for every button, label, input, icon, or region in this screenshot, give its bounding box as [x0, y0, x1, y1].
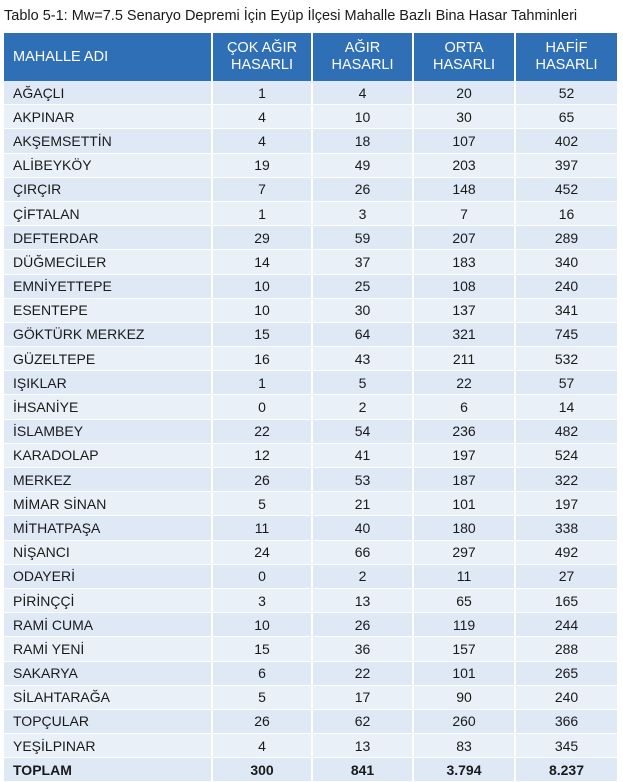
header-orta-line2: HASARLI: [432, 57, 496, 73]
cell-agir: 10: [312, 105, 413, 129]
cell-agir: 54: [312, 419, 413, 443]
header-cok-agir-line2: HASARLI: [230, 57, 294, 73]
table-row: [4, 419, 617, 443]
cell-mahalle-name: ÇİFTALAN: [4, 201, 212, 225]
cell-hafif: 27: [515, 564, 617, 588]
table-row: [4, 322, 617, 346]
cell-cok: 4: [212, 734, 312, 758]
cell-orta: 107: [413, 129, 515, 153]
cell-cok: 0: [212, 395, 312, 419]
cell-total-hafif: 8.237: [515, 758, 617, 782]
cell-total-orta: 3.794: [413, 758, 515, 782]
cell-cok: 4: [212, 129, 312, 153]
header-orta: [413, 33, 515, 81]
cell-cok: 7: [212, 177, 312, 201]
cell-mahalle-name: MİMAR SİNAN: [4, 492, 212, 516]
cell-mahalle-name: MERKEZ: [4, 468, 212, 492]
header-hafif-line2: HASARLI: [535, 57, 598, 73]
cell-cok: 15: [212, 637, 312, 661]
cell-cok: 12: [212, 443, 312, 467]
cell-agir: 2: [312, 395, 413, 419]
cell-mahalle-name: MİTHATPAŞA: [4, 516, 212, 540]
cell-agir: 25: [312, 274, 413, 298]
cell-mahalle-name: ESENTEPE: [4, 298, 212, 322]
cell-orta: 183: [413, 250, 515, 274]
cell-hafif: 16: [515, 201, 617, 225]
cell-cok: 0: [212, 564, 312, 588]
cell-cok: 1: [212, 201, 312, 225]
cell-mahalle-name: SAKARYA: [4, 661, 212, 685]
table-row: [4, 298, 617, 322]
cell-cok: 10: [212, 298, 312, 322]
cell-hafif: 524: [515, 443, 617, 467]
cell-hafif: 265: [515, 661, 617, 685]
cell-mahalle-name: GÜZELTEPE: [4, 347, 212, 371]
cell-cok: 26: [212, 709, 312, 733]
cell-agir: 41: [312, 443, 413, 467]
cell-orta: 197: [413, 443, 515, 467]
cell-agir: 53: [312, 468, 413, 492]
cell-mahalle-name: PİRİNÇÇİ: [4, 588, 212, 612]
cell-orta: 7: [413, 201, 515, 225]
cell-agir: 30: [312, 298, 413, 322]
table-row: [4, 81, 617, 105]
cell-cok: 15: [212, 322, 312, 346]
cell-mahalle-name: RAMİ YENİ: [4, 637, 212, 661]
cell-agir: 26: [312, 177, 413, 201]
cell-orta: 211: [413, 347, 515, 371]
cell-cok: 24: [212, 540, 312, 564]
table-row: [4, 347, 617, 371]
cell-hafif: 397: [515, 153, 617, 177]
cell-agir: 43: [312, 347, 413, 371]
cell-cok: 16: [212, 347, 312, 371]
cell-agir: 49: [312, 153, 413, 177]
cell-cok: 1: [212, 81, 312, 105]
cell-cok: 10: [212, 274, 312, 298]
header-agir: [312, 33, 413, 81]
cell-orta: 207: [413, 226, 515, 250]
table-row: [4, 153, 617, 177]
cell-orta: 157: [413, 637, 515, 661]
cell-agir: 40: [312, 516, 413, 540]
table-row: [4, 226, 617, 250]
table-row: [4, 371, 617, 395]
table-body: [4, 81, 617, 782]
cell-mahalle-name: İSLAMBEY: [4, 419, 212, 443]
cell-hafif: 57: [515, 371, 617, 395]
cell-orta: 101: [413, 492, 515, 516]
table-row: [4, 540, 617, 564]
header-agir-line1: AĞIR: [344, 40, 381, 56]
cell-agir: 66: [312, 540, 413, 564]
cell-orta: 22: [413, 371, 515, 395]
cell-total-label: TOPLAM: [4, 758, 212, 782]
cell-cok: 10: [212, 613, 312, 637]
cell-orta: 187: [413, 468, 515, 492]
cell-orta: 30: [413, 105, 515, 129]
cell-hafif: 366: [515, 709, 617, 733]
cell-total-agir: 841: [312, 758, 413, 782]
cell-orta: 119: [413, 613, 515, 637]
cell-orta: 236: [413, 419, 515, 443]
table-row: [4, 274, 617, 298]
cell-hafif: 65: [515, 105, 617, 129]
cell-mahalle-name: IŞIKLAR: [4, 371, 212, 395]
cell-orta: 137: [413, 298, 515, 322]
cell-hafif: 240: [515, 274, 617, 298]
cell-cok: 1: [212, 371, 312, 395]
cell-mahalle-name: DEFTERDAR: [4, 226, 212, 250]
cell-orta: 108: [413, 274, 515, 298]
cell-hafif: 244: [515, 613, 617, 637]
cell-orta: 297: [413, 540, 515, 564]
table-row: [4, 734, 617, 758]
cell-cok: 6: [212, 661, 312, 685]
table-row: [4, 492, 617, 516]
cell-mahalle-name: AĞAÇLI: [4, 81, 212, 105]
table-row: [4, 516, 617, 540]
table-header-row: [4, 33, 617, 81]
cell-cok: 14: [212, 250, 312, 274]
cell-hafif: 289: [515, 226, 617, 250]
cell-mahalle-name: NİŞANCI: [4, 540, 212, 564]
cell-orta: 20: [413, 81, 515, 105]
cell-orta: 260: [413, 709, 515, 733]
cell-hafif: 345: [515, 734, 617, 758]
cell-mahalle-name: AKPINAR: [4, 105, 212, 129]
table-row: [4, 613, 617, 637]
cell-cok: 5: [212, 492, 312, 516]
cell-agir: 22: [312, 661, 413, 685]
table-row: [4, 129, 617, 153]
cell-agir: 5: [312, 371, 413, 395]
cell-hafif: 492: [515, 540, 617, 564]
cell-orta: 101: [413, 661, 515, 685]
cell-orta: 148: [413, 177, 515, 201]
cell-hafif: 482: [515, 419, 617, 443]
table-row: [4, 564, 617, 588]
cell-orta: 90: [413, 685, 515, 709]
cell-hafif: 402: [515, 129, 617, 153]
cell-agir: 3: [312, 201, 413, 225]
header-mahalle: [4, 33, 212, 81]
cell-mahalle-name: ODAYERİ: [4, 564, 212, 588]
cell-hafif: 240: [515, 685, 617, 709]
cell-hafif: 452: [515, 177, 617, 201]
table-row: [4, 588, 617, 612]
cell-orta: 65: [413, 588, 515, 612]
header-orta-line1: ORTA: [444, 40, 484, 56]
cell-hafif: 288: [515, 637, 617, 661]
table-caption: Tablo 5-1: Mw=7.5 Senaryo Depremi İçin Eyüp İlçesi Mahalle Bazlı Bina Hasar Tahminleri: [4, 8, 578, 24]
cell-cok: 26: [212, 468, 312, 492]
cell-agir: 17: [312, 685, 413, 709]
cell-cok: 4: [212, 105, 312, 129]
cell-total-cok: 300: [212, 758, 312, 782]
table-row: [4, 661, 617, 685]
cell-hafif: 340: [515, 250, 617, 274]
table-row: [4, 250, 617, 274]
header-hafif: [515, 33, 617, 81]
cell-agir: 62: [312, 709, 413, 733]
table-row: [4, 201, 617, 225]
cell-agir: 4: [312, 81, 413, 105]
cell-hafif: 532: [515, 347, 617, 371]
damage-table-container: [4, 33, 617, 782]
cell-agir: 13: [312, 734, 413, 758]
cell-orta: 11: [413, 564, 515, 588]
cell-mahalle-name: DÜĞMECİLER: [4, 250, 212, 274]
header-agir-line2: HASARLI: [331, 57, 394, 73]
cell-cok: 5: [212, 685, 312, 709]
cell-orta: 203: [413, 153, 515, 177]
cell-mahalle-name: RAMİ CUMA: [4, 613, 212, 637]
cell-orta: 6: [413, 395, 515, 419]
cell-cok: 11: [212, 516, 312, 540]
cell-mahalle-name: GÖKTÜRK MERKEZ: [4, 322, 212, 346]
cell-hafif: 52: [515, 81, 617, 105]
header-cok-agir: [212, 33, 312, 81]
cell-mahalle-name: SİLAHTARAĞA: [4, 685, 212, 709]
cell-cok: 22: [212, 419, 312, 443]
table-row: [4, 395, 617, 419]
table-row: [4, 685, 617, 709]
cell-hafif: 165: [515, 588, 617, 612]
cell-cok: 29: [212, 226, 312, 250]
cell-mahalle-name: KARADOLAP: [4, 443, 212, 467]
cell-agir: 2: [312, 564, 413, 588]
cell-agir: 18: [312, 129, 413, 153]
cell-hafif: 197: [515, 492, 617, 516]
damage-estimate-table: [4, 33, 617, 782]
table-row: [4, 468, 617, 492]
cell-mahalle-name: İHSANİYE: [4, 395, 212, 419]
cell-agir: 59: [312, 226, 413, 250]
cell-cok: 19: [212, 153, 312, 177]
cell-hafif: 341: [515, 298, 617, 322]
cell-hafif: 338: [515, 516, 617, 540]
header-mahalle-label: MAHALLE ADI: [13, 48, 109, 65]
table-total-row: [4, 758, 617, 782]
table-row: [4, 443, 617, 467]
cell-mahalle-name: TOPÇULAR: [4, 709, 212, 733]
cell-mahalle-name: AKŞEMSETTİN: [4, 129, 212, 153]
header-hafif-line1: HAFİF: [545, 40, 588, 56]
cell-orta: 83: [413, 734, 515, 758]
cell-hafif: 745: [515, 322, 617, 346]
cell-mahalle-name: ÇIRÇIR: [4, 177, 212, 201]
table-row: [4, 709, 617, 733]
cell-mahalle-name: EMNİYETTEPE: [4, 274, 212, 298]
header-cok-agir-line1: ÇOK AĞIR: [226, 40, 298, 56]
cell-agir: 13: [312, 588, 413, 612]
cell-agir: 21: [312, 492, 413, 516]
cell-agir: 36: [312, 637, 413, 661]
table-row: [4, 637, 617, 661]
table-row: [4, 105, 617, 129]
cell-orta: 321: [413, 322, 515, 346]
cell-hafif: 14: [515, 395, 617, 419]
cell-agir: 37: [312, 250, 413, 274]
cell-cok: 3: [212, 588, 312, 612]
table-row: [4, 177, 617, 201]
cell-hafif: 322: [515, 468, 617, 492]
cell-mahalle-name: ALİBEYKÖY: [4, 153, 212, 177]
cell-agir: 26: [312, 613, 413, 637]
cell-orta: 180: [413, 516, 515, 540]
cell-agir: 64: [312, 322, 413, 346]
cell-mahalle-name: YEŞİLPINAR: [4, 734, 212, 758]
